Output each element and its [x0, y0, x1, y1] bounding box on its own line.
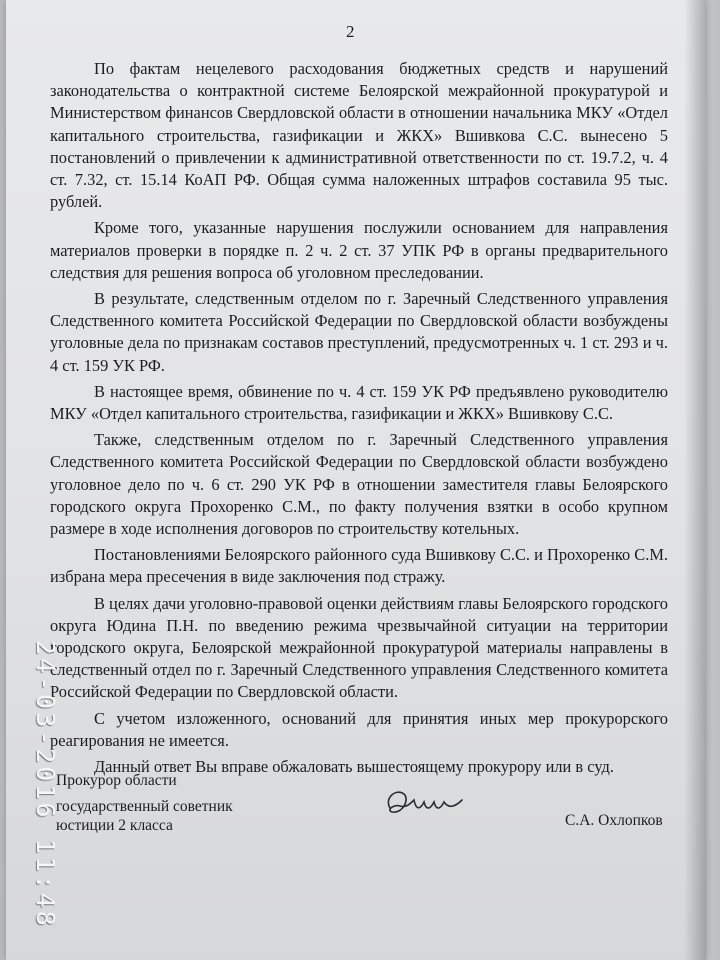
- signatory-rank-line-2: юстиции 2 класса: [56, 817, 173, 834]
- paragraph-charge: В настоящее время, обвинение по ч. 4 ст. 159 УК РФ предъявлено руководителю МКУ «Отдел капитального строительства, газификации и ЖКХ» Вшивкову С.С.: [50, 381, 668, 424]
- letter-body: [50, 58, 668, 782]
- paragraph-emergency-regime: В целях дачи уголовно-правовой оценки действиям главы Белоярского городского округа Юдина П.Н. по введению режима чрезвычайной ситуации на территории городского округа, Белоярской межрайонной прокуратурой материалы направлены в следственный отдел по г. Заречный Следственного управления Следственного комитета Российской Федерации по Свердловской области.: [50, 593, 668, 702]
- page-edge-shadow: [684, 0, 706, 960]
- paragraph-criminal-cases: В результате, следственным отделом по г. Заречный Следственного управления Следственного комитета Российской Федерации по Свердловской области возбуждены уголовные дела по признакам составов преступлений, предусмотренных ч. 1 ст. 293 и ч. 4 ст. 159 УК РФ.: [50, 289, 668, 375]
- paragraph-fines: По фактам нецелевого расходования бюджетных средств и нарушений законодательства о контрактной системе Белоярской межрайонной прокуратурой и Министерством финансов Свердловской области в отношении начальника МКУ «Отдел капитального строительства, газификации и ЖКХ» Вшивкова С.С. вынесено 5 постановлений о привлечении к административной ответственности по ст. 19.7.2, ч. 4 ст. 7.32, ст. 15.14 КоАП РФ. Общая сумма наложенных штрафов составила 95 тыс. рублей.: [50, 59, 668, 212]
- signatory-title: Прокурор области: [56, 772, 177, 789]
- page-number: 2: [346, 22, 355, 41]
- signatory-rank-line-1: государственный советник: [56, 798, 233, 815]
- signatory-name: С.А. Охлопков: [565, 812, 663, 829]
- paragraph-conclusion: С учетом изложенного, оснований для принятия иных мер прокурорского реагирования не имеется.: [50, 708, 668, 750]
- timestamp-text: 24-03-2016 11:48: [31, 640, 60, 929]
- paragraph-referral: Кроме того, указанные нарушения послужили основанием для направления материалов проверки в порядке п. 2 ч. 2 ст. 37 УПК РФ в органы предварительного следствия для решения вопроса об уголовном преследовании.: [50, 218, 668, 282]
- handwritten-signature: [380, 784, 470, 826]
- document-page: [6, 0, 706, 960]
- paragraph-detention: Постановлениями Белоярского районного суда Вшивкову С.С. и Прохоренко С.М. избрана мера пресечения в виде заключения под стражу.: [50, 545, 668, 587]
- photo-timestamp: [24, 640, 64, 940]
- paragraph-bribery-case: Также, следственным отделом по г. Заречный Следственного управления Следственного комитета Российской Федерации по Свердловской области возбуждено уголовное дело по ч. 6 ст. 290 УК РФ в отношении заместителя главы Белоярского городского округа Прохоренко С.М., по факту получения взятки в особо крупном размере в ходе исполнения договоров по строительству котельных.: [50, 430, 668, 539]
- paragraph-appeal-rights: Данный ответ Вы вправе обжаловать вышестоящему прокурору или в суд.: [94, 757, 614, 777]
